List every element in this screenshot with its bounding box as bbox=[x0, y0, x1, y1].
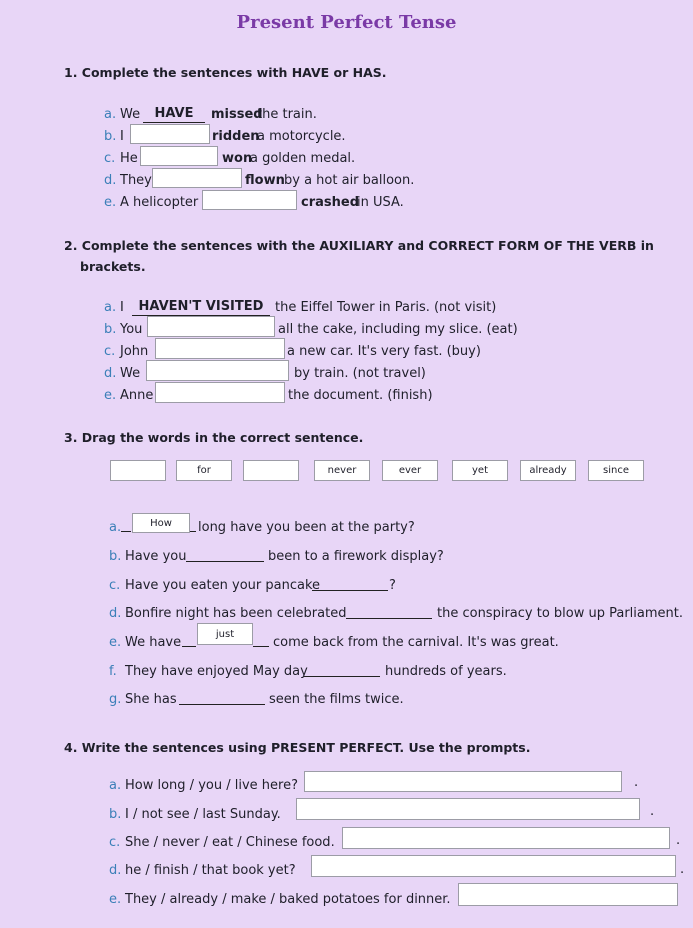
s2-letter: a. bbox=[104, 300, 117, 315]
s3-letter: a. bbox=[109, 520, 122, 535]
s1-input-b[interactable] bbox=[130, 124, 210, 144]
word-chip-never[interactable]: never bbox=[314, 460, 370, 481]
s4-letter: d. bbox=[109, 863, 122, 878]
blank-line bbox=[182, 646, 196, 647]
s3-pre: We have bbox=[125, 635, 182, 650]
s3-letter: b. bbox=[109, 549, 122, 564]
s1-post: by a hot air balloon. bbox=[284, 173, 415, 188]
s2-letter: c. bbox=[104, 344, 116, 359]
s3-letter: e. bbox=[109, 635, 122, 650]
s3-post: been to a firework display? bbox=[268, 549, 444, 564]
s2-post: by train. (not travel) bbox=[294, 366, 426, 381]
s1-input-d[interactable] bbox=[152, 168, 242, 188]
s1-input-e[interactable] bbox=[202, 190, 297, 210]
word-chip-already[interactable]: already bbox=[520, 460, 576, 481]
blank-line[interactable] bbox=[312, 590, 388, 591]
word-chip-since[interactable]: since bbox=[588, 460, 644, 481]
s2-pre: You bbox=[120, 322, 143, 337]
s2-pre: We bbox=[120, 366, 141, 381]
s1-verb: crashed bbox=[301, 195, 360, 210]
blank-line[interactable] bbox=[186, 561, 264, 562]
s4-letter: b. bbox=[109, 807, 122, 822]
s1-pre: A helicopter bbox=[120, 195, 199, 210]
s3-pre: Have you bbox=[125, 549, 187, 564]
s4-input-d[interactable] bbox=[311, 855, 676, 877]
s1-post: in USA. bbox=[357, 195, 404, 210]
s2-letter: d. bbox=[104, 366, 117, 381]
s4-prompt: They / already / make / baked potatoes for dinner. bbox=[125, 892, 451, 907]
s1-post: a golden medal. bbox=[250, 151, 356, 166]
placed-word-just[interactable]: just bbox=[197, 623, 253, 645]
s3-post: seen the films twice. bbox=[269, 692, 404, 707]
s2-input-e[interactable] bbox=[155, 382, 285, 403]
s2-input-d[interactable] bbox=[146, 360, 289, 381]
drop-slot-empty[interactable] bbox=[110, 460, 166, 481]
s3-post: come back from the carnival. It's was great. bbox=[273, 635, 559, 650]
section-3-heading: 3. Drag the words in the correct sentence. bbox=[64, 430, 364, 445]
s2-answer-a: HAVEN'T VISITED bbox=[132, 299, 270, 316]
s3-pre: Bonfire night has been celebrated bbox=[125, 606, 347, 621]
s1-post: the train. bbox=[257, 107, 317, 122]
s4-input-c[interactable] bbox=[342, 827, 670, 849]
s3-post: hundreds of years. bbox=[385, 664, 507, 679]
s1-letter: e. bbox=[104, 195, 117, 210]
s2-post: the document. (finish) bbox=[288, 388, 433, 403]
word-chip-yet[interactable]: yet bbox=[452, 460, 508, 481]
s3-pre: Have you eaten your pancake bbox=[125, 578, 321, 593]
s2-post: a new car. It's very fast. (buy) bbox=[287, 344, 481, 359]
section-4-heading: 4. Write the sentences using PRESENT PERFECT. Use the prompts. bbox=[64, 740, 531, 755]
s4-letter: c. bbox=[109, 835, 121, 850]
s3-letter: f. bbox=[109, 664, 117, 679]
s1-input-c[interactable] bbox=[140, 146, 218, 166]
s4-input-b[interactable] bbox=[296, 798, 640, 820]
section-1-heading: 1. Complete the sentences with HAVE or HAS. bbox=[64, 65, 387, 80]
s2-letter: b. bbox=[104, 322, 117, 337]
s3-post: the conspiracy to blow up Parliament. bbox=[437, 606, 684, 621]
s4-input-a[interactable] bbox=[304, 771, 622, 792]
s2-pre: John bbox=[120, 344, 149, 359]
s3-letter: d. bbox=[109, 606, 122, 621]
s4-prompt: he / finish / that book yet? bbox=[125, 863, 296, 878]
s3-letter: g. bbox=[109, 692, 122, 707]
s4-letter: e. bbox=[109, 892, 122, 907]
s4-letter: a. bbox=[109, 778, 122, 793]
s3-post: ? bbox=[389, 578, 396, 593]
s1-verb: flown bbox=[245, 173, 285, 188]
s3-pre: She has bbox=[125, 692, 177, 707]
period: . bbox=[634, 775, 639, 790]
blank-line bbox=[253, 646, 269, 647]
s3-post: long have you been at the party? bbox=[198, 520, 415, 535]
s2-letter: e. bbox=[104, 388, 117, 403]
drop-slot-empty[interactable] bbox=[243, 460, 299, 481]
blank-line bbox=[190, 531, 196, 532]
s1-answer-a: HAVE bbox=[143, 106, 205, 123]
s1-pre: We bbox=[120, 107, 141, 122]
word-chip-ever[interactable]: ever bbox=[382, 460, 438, 481]
s3-letter: c. bbox=[109, 578, 121, 593]
s2-post: all the cake, including my slice. (eat) bbox=[278, 322, 518, 337]
s1-pre: He bbox=[120, 151, 138, 166]
s4-input-e[interactable] bbox=[458, 883, 678, 906]
s1-pre: I bbox=[120, 129, 124, 144]
s1-verb: ridden bbox=[212, 129, 260, 144]
s3-pre: They have enjoyed May day bbox=[125, 664, 308, 679]
s2-input-b[interactable] bbox=[147, 316, 275, 337]
s1-letter: c. bbox=[104, 151, 116, 166]
s4-prompt: I / not see / last Sunday. bbox=[125, 807, 281, 822]
s1-post: a motorcycle. bbox=[257, 129, 346, 144]
blank-line bbox=[121, 531, 131, 532]
s2-post: the Eiffel Tower in Paris. (not visit) bbox=[275, 300, 497, 315]
s4-prompt: She / never / eat / Chinese food. bbox=[125, 835, 335, 850]
blank-line[interactable] bbox=[346, 618, 432, 619]
s2-pre: Anne bbox=[120, 388, 154, 403]
s1-verb: missed bbox=[211, 107, 263, 122]
page-title: Present Perfect Tense bbox=[236, 12, 457, 33]
s4-prompt: How long / you / live here? bbox=[125, 778, 298, 793]
s2-input-c[interactable] bbox=[155, 338, 285, 359]
section-2-heading-cont: brackets. bbox=[80, 259, 146, 274]
s1-letter: d. bbox=[104, 173, 117, 188]
s2-pre: I bbox=[120, 300, 124, 315]
period: . bbox=[676, 833, 681, 848]
s1-pre: They bbox=[120, 173, 152, 188]
word-chip-for[interactable]: for bbox=[176, 460, 232, 481]
period: . bbox=[650, 804, 655, 819]
s1-letter: a. bbox=[104, 107, 117, 122]
s1-verb: won bbox=[222, 151, 253, 166]
blank-line[interactable] bbox=[179, 704, 265, 705]
section-2-heading: 2. Complete the sentences with the AUXILIARY and CORRECT FORM OF THE VERB in bbox=[64, 238, 654, 253]
placed-word-how[interactable]: How bbox=[132, 513, 190, 533]
blank-line[interactable] bbox=[304, 676, 380, 677]
s1-letter: b. bbox=[104, 129, 117, 144]
period: . bbox=[680, 862, 685, 877]
